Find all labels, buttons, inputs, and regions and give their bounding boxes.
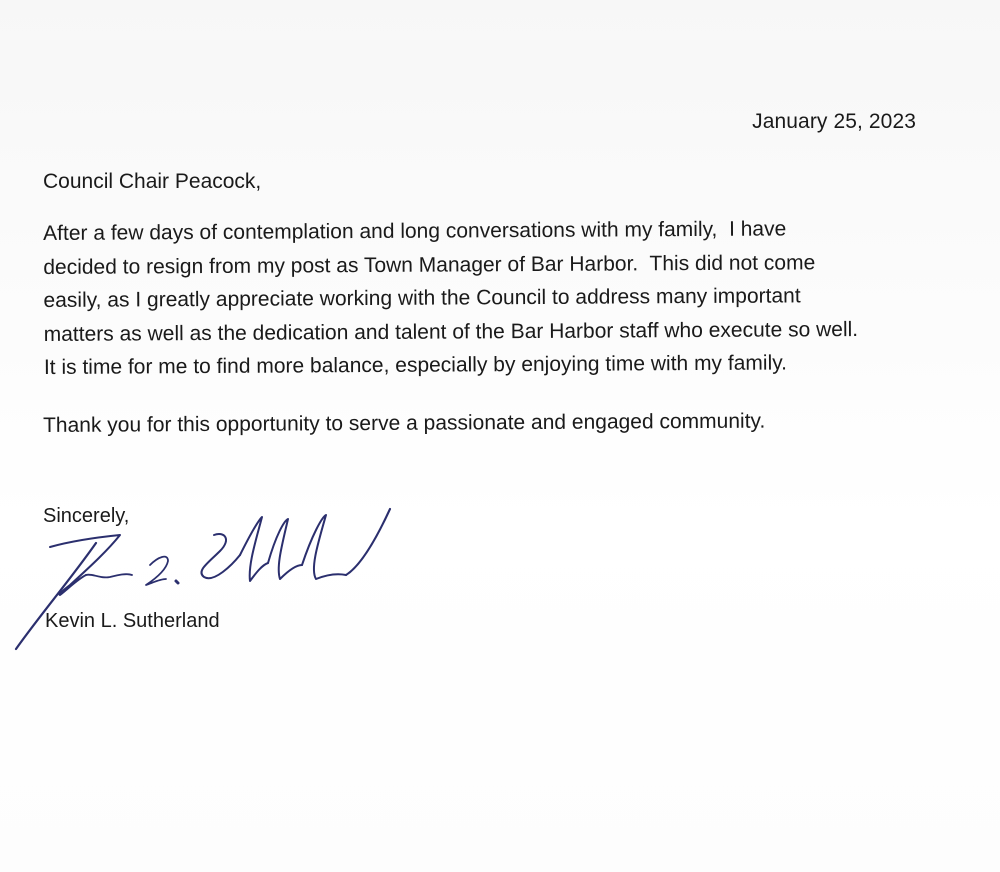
body-line: matters as well as the dedication and talent of the Bar Harbor staff who execute so well. <box>43 317 859 346</box>
body-line: decided to resign from my post as Town Manager of Bar Harbor. This did not come <box>43 250 816 279</box>
body-paragraph <box>43 212 944 385</box>
closing: Sincerely, <box>43 505 130 527</box>
salutation: Council Chair Peacock, <box>43 170 262 193</box>
signer-name: Kevin L. Sutherland <box>45 610 220 632</box>
letter-date: January 25, 2023 <box>752 110 916 133</box>
body-line: easily, as I greatly appreciate working with the Council to address many important <box>43 284 801 312</box>
body-line: It is time for me to find more balance, especially by enjoying time with my family. <box>43 351 788 379</box>
body-line: After a few days of contemplation and long conversations with my family, I have <box>43 217 787 245</box>
thanks-paragraph: Thank you for this opportunity to serve a passionate and engaged community. <box>43 409 766 437</box>
handwritten-signature <box>0 495 420 665</box>
